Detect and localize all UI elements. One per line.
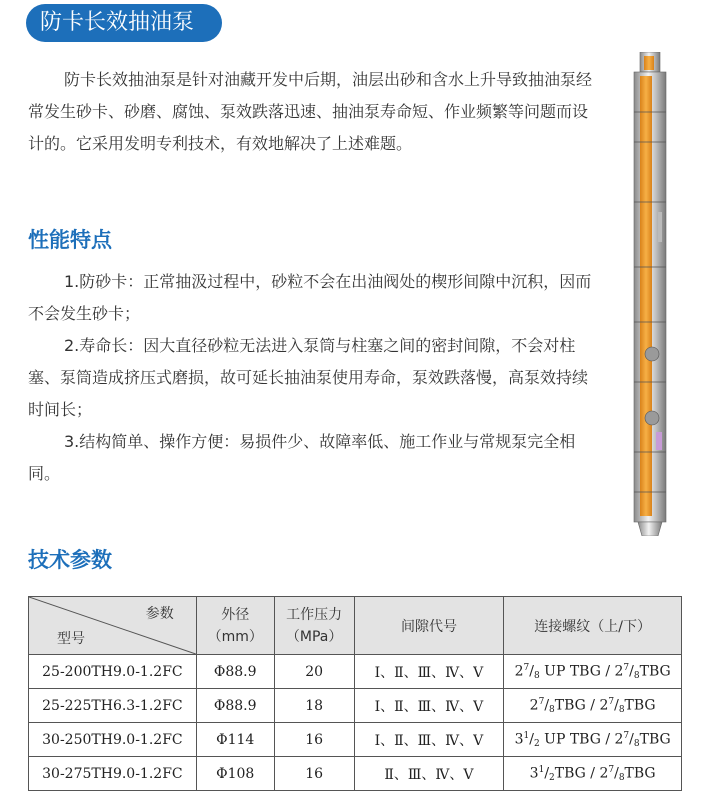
specs-heading: 技术参数 — [28, 548, 112, 572]
clearance-cell: Ⅰ、Ⅱ、Ⅲ、Ⅳ、Ⅴ — [354, 723, 504, 757]
od-header — [196, 597, 274, 655]
pressure-cell: 16 — [274, 757, 354, 791]
model-header-label: 型号 — [57, 631, 85, 647]
pressure-cell: 20 — [274, 655, 354, 689]
table-header-row — [29, 597, 682, 655]
model-cell: 25-225TH6.3-1.2FC — [29, 689, 197, 723]
table-row — [29, 757, 682, 791]
intro-paragraph — [28, 64, 600, 160]
clearance-cell: Ⅰ、Ⅱ、Ⅲ、Ⅳ、Ⅴ — [354, 655, 504, 689]
features-heading: 性能特点 — [28, 228, 112, 252]
pressure-cell: 18 — [274, 689, 354, 723]
clearance-header: 间隙代号 — [354, 597, 504, 655]
table-row — [29, 689, 682, 723]
feature-item: 2.寿命长：因大直径砂粒无法进入泵筒与柱塞之间的密封间隙，不会对柱塞、泵筒造成挤压式磨损，故可延长抽油泵使用寿命，泵效跌落慢，高泵效持续时间长； — [28, 336, 589, 419]
page-title: 防卡长效抽油泵 — [26, 4, 222, 42]
od-cell: Φ108 — [196, 757, 274, 791]
pressure-cell: 16 — [274, 723, 354, 757]
thread-cell: $2^7/_8$ UP TBG / $2^7/_8TBG$ — [504, 655, 682, 689]
diagonal-header-cell — [29, 597, 197, 655]
pressure-header-unit: （MPa） — [285, 628, 343, 645]
table-row — [29, 655, 682, 689]
features-list — [28, 266, 600, 490]
oil-pump-cutaway-image — [630, 52, 670, 536]
od-cell: Φ114 — [196, 723, 274, 757]
model-cell: 30-275TH9.0-1.2FC — [29, 757, 197, 791]
thread-cell: $2^7/_8TBG / 2^7/_8TBG$ — [504, 689, 682, 723]
feature-item: 1.防砂卡：正常抽汲过程中，砂粒不会在出油阀处的楔形间隙中沉积，因而不会发生砂卡； — [28, 272, 592, 323]
clearance-cell: Ⅱ、Ⅲ、Ⅳ、Ⅴ — [354, 757, 504, 791]
param-header-label: 参数 — [145, 606, 174, 622]
thread-header: 连接螺纹（上/下） — [504, 597, 682, 655]
intro-text: 防卡长效抽油泵是针对油藏开发中后期，油层出砂和含水上升导致抽油泵经常发生砂卡、砂磨、腐蚀、泵效跌落迅速、抽油泵寿命短、作业频繁等问题而设计的。它采用发明专利技术，有效地解决了上述难题。 — [28, 70, 593, 153]
thread-cell: $3^1/_2TBG / 2^7/_8TBG$ — [504, 757, 682, 791]
model-cell: 25-200TH9.0-1.2FC — [29, 655, 197, 689]
od-cell: Φ88.9 — [196, 655, 274, 689]
spec-table — [28, 596, 682, 791]
pressure-header-label: 工作压力 — [286, 606, 343, 623]
clearance-cell: Ⅰ、Ⅱ、Ⅲ、Ⅳ、Ⅴ — [354, 689, 504, 723]
model-cell: 30-250TH9.0-1.2FC — [29, 723, 197, 757]
od-cell: Φ88.9 — [196, 689, 274, 723]
table-row — [29, 723, 682, 757]
thread-cell: $3^1/_2$ UP TBG / $2^7/_8TBG$ — [504, 723, 682, 757]
pressure-header — [274, 597, 354, 655]
feature-item: 3.结构简单、操作方便：易损件少、故障率低、施工作业与常规泵完全相同。 — [28, 432, 576, 483]
od-header-unit: （mm） — [207, 628, 263, 645]
od-header-label: 外径 — [221, 606, 250, 623]
